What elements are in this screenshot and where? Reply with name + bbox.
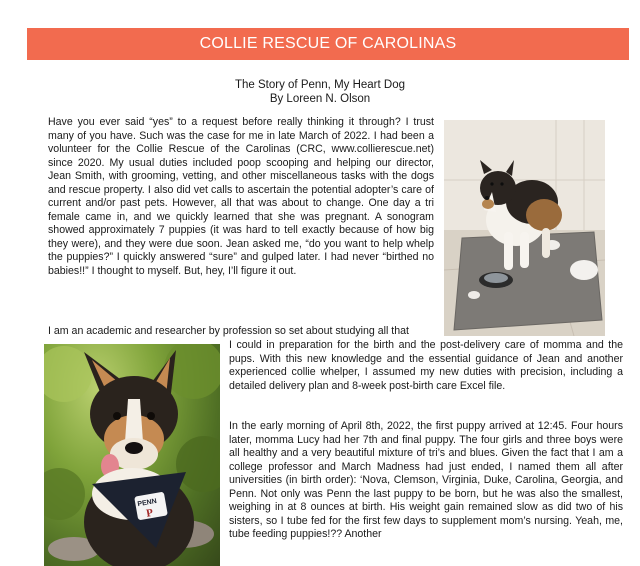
bandana-text: PENN (136, 497, 158, 509)
paragraph-1: Have you ever said “yes” to a request before really thinking it through? I trust many of you have. Such was the case for me in late March of 2022. I had been a volunteer for the Collie Rescue of the Carolinas (CRC, www.collierescue.net) since 2020. My usual duties included poop scooping and helping our director, Jean Smith, with grooming, vetting, and other miscellaneous tasks with the dogs and rescue property. I also did vet calls to ascertain the potential adopter’s care of current and/or past pets. However, all that was about to change. One day a tri female came in, and we quickly learned that she was pregnant. A sonogram showed approximately 7 puppies (it was hard to tell exactly because of how big they were), and they were due soon. Jean asked me, “do you want to help whelp the puppies?” I quickly answered “sure” and gulped later. I had never “birthed no babies!!” I thought to myself. But, hey, I’ll figure it out. (48, 116, 434, 278)
paragraph-3: In the early morning of April 8th, 2022, the first puppy arrived at 12:45. Four hours later, momma Lucy had her 7th and final puppy. The four girls and three boys were all healthy and a very beautiful mixture of tri’s and blues. Given the fact that I am a college professor and March Madness had just ended, I named them all after universities (in birth order): ‘Nova, Clemson, Virginia, Duke, Carolina, Georgia, and Penn. Not only was Penn the last puppy to be born, but he was also the smallest, weighing in at 8 ounces at birth. His weight gain remained slow as did two of his sisters, so I tube fed for the first few days to supplement mom’s nursing. Yeah, me, tube feeding puppies!?? Another (229, 420, 623, 541)
article-heading (150, 78, 490, 106)
photo-penn-bandana (44, 344, 220, 566)
puppy-kitchen-illustration (444, 120, 605, 336)
paragraph-2-rest: I could in preparation for the birth and the post-delivery care of momma and the pups. With this new knowledge and the essential guidance of Jean and another experienced collie whelper, I assumed my new duties with precision, including a detailed delivery plan and 8-week post-birth care Excel file. (229, 339, 623, 392)
bandana-letter: P (145, 506, 154, 520)
paragraph-2-start: I am an academic and researcher by profession so set about studying all that (48, 325, 409, 337)
photo-puppy-kitchen (444, 120, 605, 336)
banner-title: COLLIE RESCUE OF CAROLINAS (199, 35, 457, 52)
header-banner (27, 28, 629, 60)
penn-bandana-illustration (44, 344, 220, 566)
article-byline: By Loreen N. Olson (269, 93, 371, 105)
article-title: The Story of Penn, My Heart Dog (234, 79, 406, 91)
